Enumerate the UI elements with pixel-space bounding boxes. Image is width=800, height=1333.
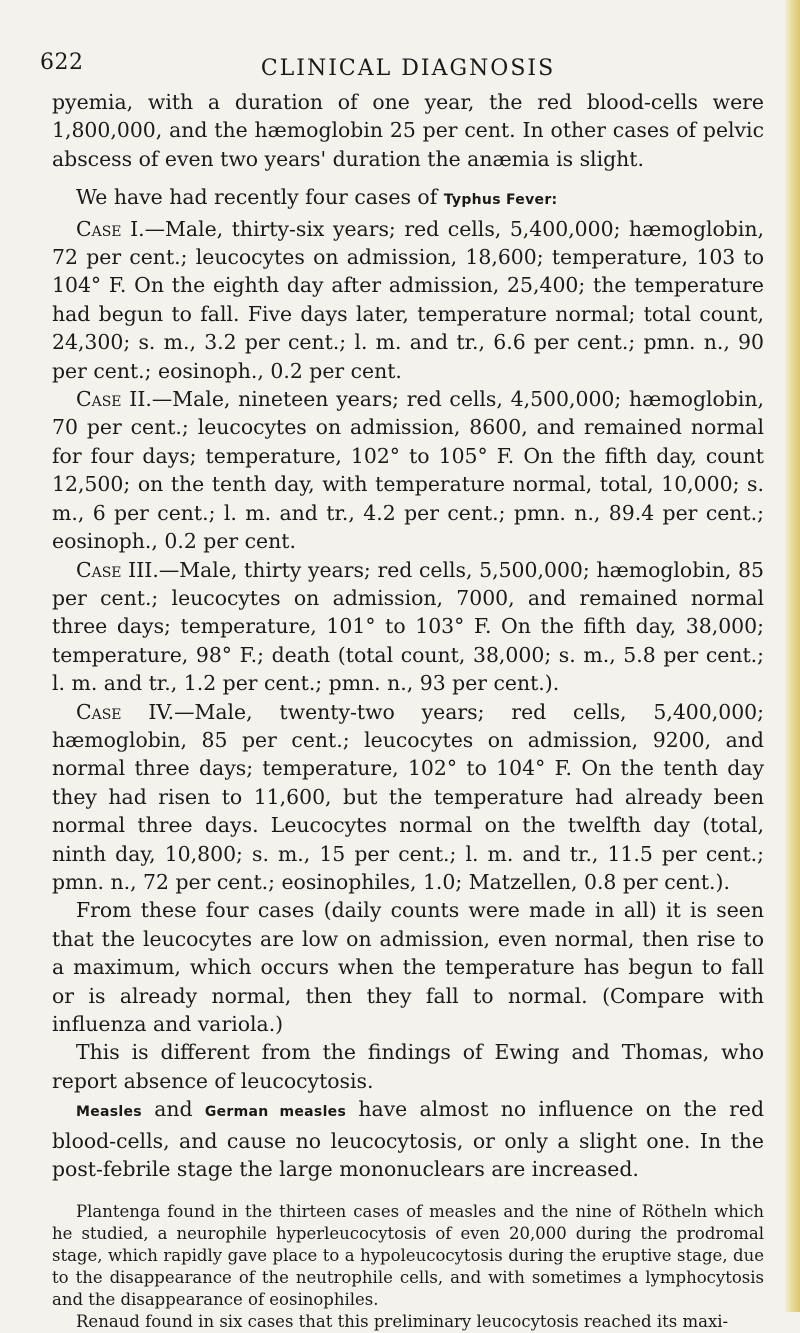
typhus-intro-text: We have had recently four cases of: [76, 185, 438, 210]
note-renaud: Renaud found in six cases that this preliminary leucocytosis reached its maxi-: [76, 1312, 729, 1332]
paragraph-ewing: This is different from the findings of Ewing and Thomas, who report absence of leucocytosis.: [52, 1040, 764, 1093]
typhus-heading: Typhus Fever:: [443, 192, 558, 209]
case-1-text: —Male, thirty-six years; red cells, 5,400,000; hæmoglobin, 72 per cent.; leucocytes on admission, 18,600; temperature, 103 to 104° F. On the eighth day after admission, 25,400; the temperature had begun to fall. Five days later, temperature normal; total count, 24,300; s. m., 3.2 per cent.; l. m. and tr., 6.6 per cent.; pmn. n., 90 per cent.; eosinoph., 0.2 per cent.: [52, 216, 764, 383]
case-2-text: —Male, nineteen years; red cells, 4,500,000; hæmoglobin, 70 per cent.; leucocytes on admission, 8600, and remained normal for four days; temperature, 102° to 105° F. On the fifth day, count 12,500; on the tenth day, with temperature normal, total, 10,000; s. m., 6 per cent.; l. m. and tr., 4.2 per cent.; pmn. n., 89.4 per cent.; eosinoph., 0.2 per cent.: [52, 387, 764, 554]
case-4-text: —Male, twenty-two years; red cells, 5,400,000; hæmoglobin, 85 per cent.; leucocytes on admission, 9200, and normal three days; temperature, 102° to 104° F. On the tenth day they had risen to 11,600, but the temperature had already been normal three days. Leucocytes normal on the twelfth day (total, ninth day, 10,800; s. m., 15 per cent.; l. m. and tr., 11.5 per cent.; pmn. n., 72 per cent.; eosinophiles, 1.0; Matzellen, 0.8 per cent.).: [52, 699, 765, 894]
case-3-text: —Male, thirty years; red cells, 5,500,000; hæmoglobin, 85 per cent.; leucocytes on admission, 7000, and remained normal three days; temperature, 101° to 103° F. On the fifth day, 38,000; temperature, 98° F.; death (total count, 38,000; s. m., 5.8 per cent.; l. m. and tr., 1.2 per cent.; pmn. n., 93 per cent.).: [52, 557, 764, 696]
paragraph-measles: [52, 1095, 764, 1183]
measles-text: have almost no influence on the red blood-cells, and cause no leucocytosis, or only a slight one. In the post-febrile stage the large mononuclears are increased.: [52, 1097, 764, 1182]
measles-heading: Measles: [76, 1104, 142, 1121]
note-plantenga: Plantenga found in the thirteen cases of measles and the nine of Rötheln which he studied, a neurophile hyperleucocytosis of even 20,000 during the prodromal stage, which rapidly gave place to a hypoleucocytosis during the eruptive stage, due to the disappearance of the neutrophile cells, and with sometimes a lymphocytosis and the disappearance of eosinophiles.: [52, 1202, 764, 1310]
case-4-label: Case IV.: [76, 699, 175, 724]
page-header: [40, 0, 764, 88]
measles-and: and: [154, 1097, 193, 1122]
paragraph-pyemia: pyemia, with a duration of one year, the red blood-cells were 1,800,000, and the hæmoglobin 25 per cent. In other cases of pelvic abscess of even two years' duration the anæmia is slight.: [52, 90, 764, 171]
case-3: [52, 556, 764, 698]
case-1: [52, 215, 764, 385]
case-2: [52, 385, 764, 555]
case-2-label: Case II.: [76, 387, 152, 412]
case-4: [52, 698, 764, 897]
page-number: 622: [40, 50, 84, 75]
running-title: CLINICAL DIAGNOSIS: [260, 56, 556, 81]
case-1-label: Case I.: [76, 216, 145, 241]
page-edge: [784, 0, 800, 1312]
case-3-label: Case III.: [76, 557, 159, 582]
body-text: [52, 88, 764, 1333]
paragraph-summary: From these four cases (daily counts were made in all) it is seen that the leucocytes are low on admission, even normal, then rise to a maximum, which occurs when the temperature has begun to fall or is already normal, then they fall to normal. (Compare with influenza and variola.): [52, 898, 764, 1036]
small-print-notes: [52, 1201, 764, 1333]
book-page: [40, 0, 765, 1333]
paragraph-typhus-intro: [52, 183, 764, 214]
german-measles-heading: German measles: [204, 1104, 347, 1121]
